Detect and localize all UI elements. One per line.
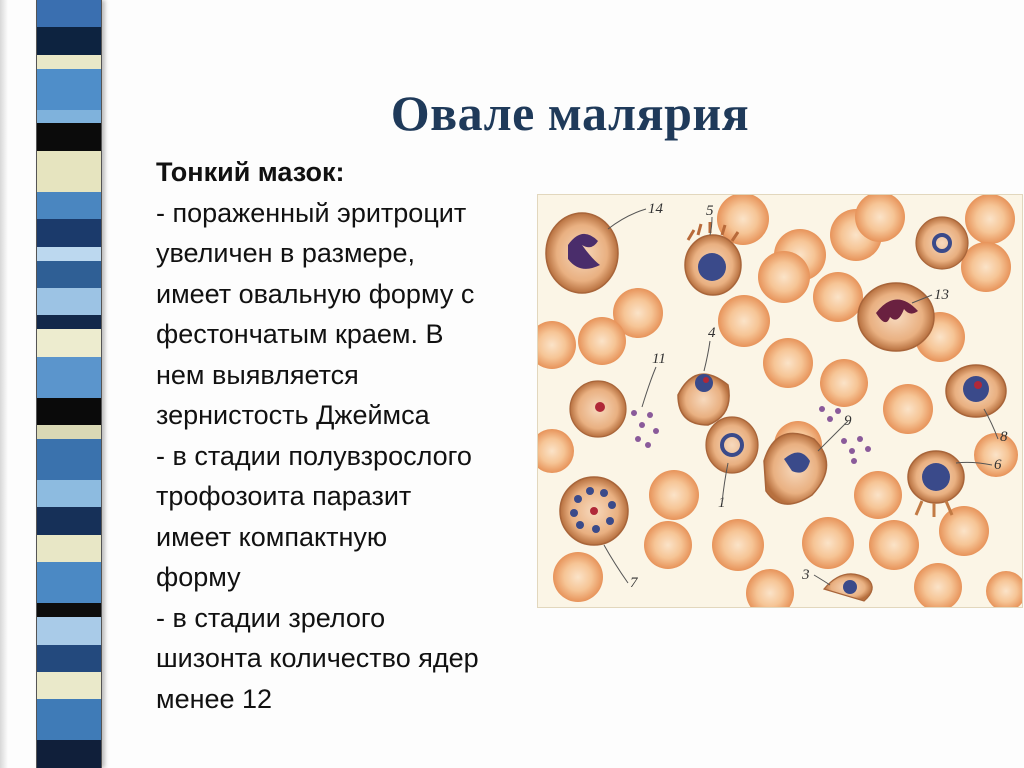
text-line: форму [156,562,241,592]
red-blood-cell [854,471,902,519]
body-text [156,152,536,719]
stripe [37,535,101,562]
text-line: - в стадии зрелого [156,602,386,633]
left-edge-shadow [0,0,8,768]
red-blood-cell [883,384,933,434]
stripe [37,219,101,246]
text-line: - в стадии полувзрослого [156,440,472,471]
stripe [37,55,101,69]
figure-label: 1 [718,495,726,511]
decorative-stripe-band [36,0,102,768]
red-blood-cell [939,506,989,556]
red-blood-cell [813,272,863,322]
stripe [37,562,101,603]
figure-label: 8 [1000,429,1008,445]
stripe [37,480,101,507]
stripe [37,0,101,27]
figure-label: 13 [934,287,949,303]
blood-smear-drawing [538,195,1022,607]
stripe [37,439,101,480]
figure-label: 5 [706,203,714,219]
red-blood-cell [869,520,919,570]
red-blood-cell [712,519,764,571]
figure-label: 9 [844,413,852,429]
text-line: - пораженный эритроцит [156,197,467,228]
red-blood-cell [538,321,576,369]
figure-label: 3 [802,567,810,583]
red-blood-cell [802,517,854,569]
text-line: зернистость Джеймса [156,400,430,430]
figure-label: 7 [630,575,638,591]
red-blood-cell [758,251,810,303]
stripe [37,603,101,617]
text-line: менее 12 [156,683,273,714]
parasite [922,463,950,491]
stripe [37,507,101,534]
subheading: Тонкий мазок: [156,157,345,187]
stripe [37,672,101,699]
red-blood-cell [718,295,770,347]
stripe [37,151,101,192]
stripe [37,398,101,425]
stripe [37,69,101,110]
parasite [963,376,989,402]
red-blood-cell [961,242,1011,292]
red-blood-cell [965,195,1015,244]
red-blood-cell [914,563,962,607]
figure-label: 14 [648,201,663,217]
text-line: увеличен в размере, [156,238,416,268]
red-blood-cell [578,317,626,365]
figure-label: 6 [994,457,1002,473]
stripe [37,27,101,54]
stripe [37,315,101,329]
stripe [37,288,101,315]
text-line: имеет компактную [156,521,388,552]
stripe [37,740,101,767]
parasite-nucleus [595,402,605,412]
infected-cell [916,217,968,269]
stripe [37,357,101,398]
figure-label: 11 [652,351,666,367]
stripe [37,645,101,672]
red-blood-cell [553,552,603,602]
red-blood-cell [763,338,813,388]
parasite [698,253,726,281]
parasite [843,580,857,594]
red-blood-cell [649,470,699,520]
red-blood-cell [644,521,692,569]
parasite-nucleus [703,377,709,383]
text-line: фестончатым краем. В [156,319,444,349]
red-blood-cell [538,429,574,473]
parasite [695,374,713,392]
slide-title: Овале малярия [390,85,750,141]
stripe [37,699,101,740]
pigment [590,507,598,515]
stripe [37,247,101,261]
text-line: нем выявляется [156,359,359,390]
red-blood-cell [986,571,1022,607]
stripe [37,261,101,288]
infected-cell [706,417,758,473]
stripe [37,110,101,124]
stripe [37,192,101,219]
blood-smear-illustration [537,194,1023,608]
figure-label: 4 [708,325,716,341]
text-line: имеет овальную форму с [156,278,475,309]
text-line: трофозоита паразит [156,481,412,511]
red-blood-cell [746,569,794,607]
stripe [37,617,101,644]
stripe [37,425,101,439]
red-blood-cell [820,359,868,407]
parasite-nucleus [974,381,982,389]
text-line: шизонта количество ядер [156,643,479,673]
stripe [37,123,101,150]
stripe [37,329,101,356]
